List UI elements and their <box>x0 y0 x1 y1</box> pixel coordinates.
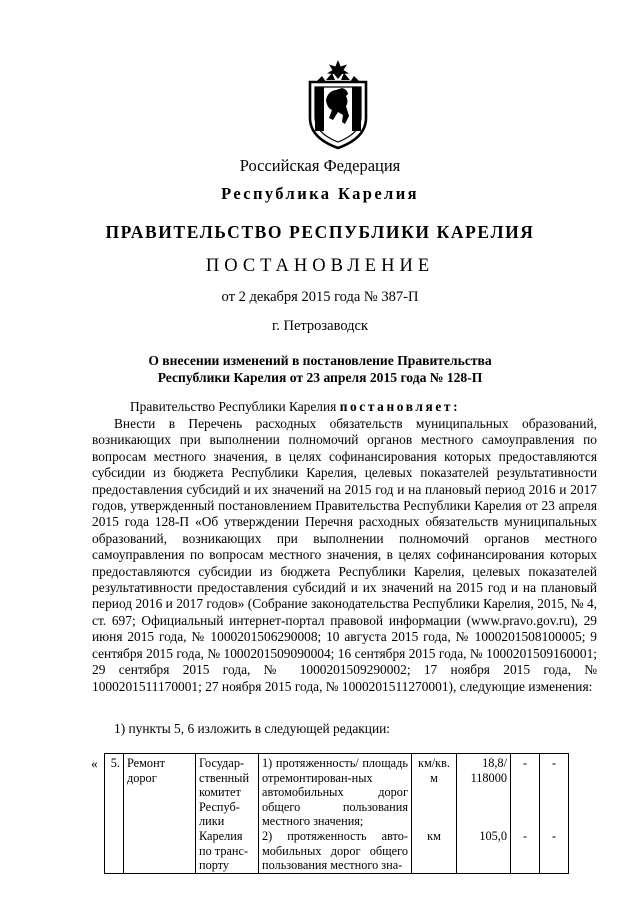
dash-cell: - <box>551 828 557 843</box>
intro-line <box>92 399 597 415</box>
row-name-line: дорог <box>127 770 157 785</box>
authority-line: Карелия <box>199 828 243 843</box>
indicator-2: 2) протяженность авто-мобильных дорог общего пользования местного зна- <box>262 828 408 873</box>
authority-line: лики <box>199 814 225 829</box>
document-subject <box>0 352 640 386</box>
authority-line: Респуб- <box>199 799 240 814</box>
items-line <box>92 721 597 737</box>
republic-name: Республика Карелия <box>221 184 419 203</box>
dash-cell: - <box>551 756 557 770</box>
value-2: 105,0 <box>479 829 507 844</box>
row-name-line: Ремонт <box>127 756 166 770</box>
row-number: 5. <box>105 754 124 874</box>
unit-1-line: км/кв. <box>417 756 451 770</box>
row-units <box>412 754 457 874</box>
amendment-table <box>104 753 569 874</box>
government-title: ПРАВИТЕЛЬСТВО РЕСПУБЛИКИ КАРЕЛИЯ <box>105 222 535 242</box>
indicator-1: 1) протяженность/ площадь отремонтирован-ных автомобильных дорог общего пользования местного значения; <box>262 756 408 829</box>
main-paragraph-text: Внести в Перечень расходных обязательств муниципальных образований, возникающих при выполнении полномочий органов местного самоуправления по вопросам местного значения, в целях софинансирования которых предоставляются субсидии из бюджета Республики Карелия, целевых показателей результативности предоставления субсидий и их значений на 2015 год и на плановый период 2016 и 2017 годов, утвержденный постановлением Правительства Республики Карелия от 23 апреля 2015 года 128-П «Об утверждении Перечня расходных обязательств муниципальных образований, возникающих при выполнении полномочий органов местного самоуправления по вопросам местного значения, в целях софинансирования которых предоставляются субсидии из бюджета Республики Карелия, целевых показателей результативности предоставления субсидий и их значений на 2015 год и на плановый период 2016 и 2017 годов» (Собрание законодательства Республики Карелия, 2015, № 4, ст. 697; Официальный интернет-портал правовой информации (www.pravo.gov.ru), 29 июня 2015 года, № 1000201506290008; 10 августа 2015 года, № 1000201508100005; 9 сентября 2015 года, № 1000201509090004; 16 сентября 2015 года, № 1000201509160001; 29 сентября 2015 года, № 1000201509290002; 17 ноября 2015 года, № 1000201511170001; 27 ноября 2015 года, № 1000201511270001), следующие изменения: <box>92 416 597 694</box>
subject-line-1: О внесении изменений в постановление Правительства <box>148 353 492 368</box>
authority-line: комитет <box>199 785 241 800</box>
authority-line: по транс- <box>199 843 249 858</box>
unit-1-line: м <box>430 770 438 785</box>
row-authority <box>196 754 259 874</box>
dash-cell: - <box>522 756 528 770</box>
row-name <box>124 754 196 874</box>
intro-verb: постановляет: <box>339 399 461 414</box>
document-type: ПОСТАНОВЛЕНИЕ <box>205 256 435 276</box>
row-col-a <box>511 754 540 874</box>
main-paragraph <box>92 416 597 695</box>
row-indicators <box>259 754 412 874</box>
subject-line-2: Республики Карелия от 23 апреля 2015 года № 128-П <box>157 370 483 385</box>
country-name: Российская Федерация <box>239 156 401 175</box>
unit-2: км <box>427 829 441 844</box>
authority-line: Государ- <box>199 756 245 770</box>
value-1-line: 18,8/ <box>482 756 507 770</box>
intro-lead: Правительство Республики Карелия <box>130 399 337 414</box>
karelia-coat-of-arms-icon <box>302 58 374 150</box>
document-city: г. Петрозаводск <box>271 318 369 334</box>
opening-quote: « <box>91 756 98 771</box>
items-line-text: 1) пункты 5, 6 изложить в следующей редакции: <box>114 721 390 736</box>
table-row <box>105 754 569 874</box>
authority-line: порту <box>199 858 230 873</box>
authority-line: ственный <box>199 770 250 785</box>
row-col-b <box>540 754 569 874</box>
row-values <box>457 754 511 874</box>
value-1-line: 118000 <box>470 770 507 785</box>
dash-cell: - <box>522 828 528 843</box>
document-date: от 2 декабря 2015 года № 387-П <box>221 289 419 305</box>
